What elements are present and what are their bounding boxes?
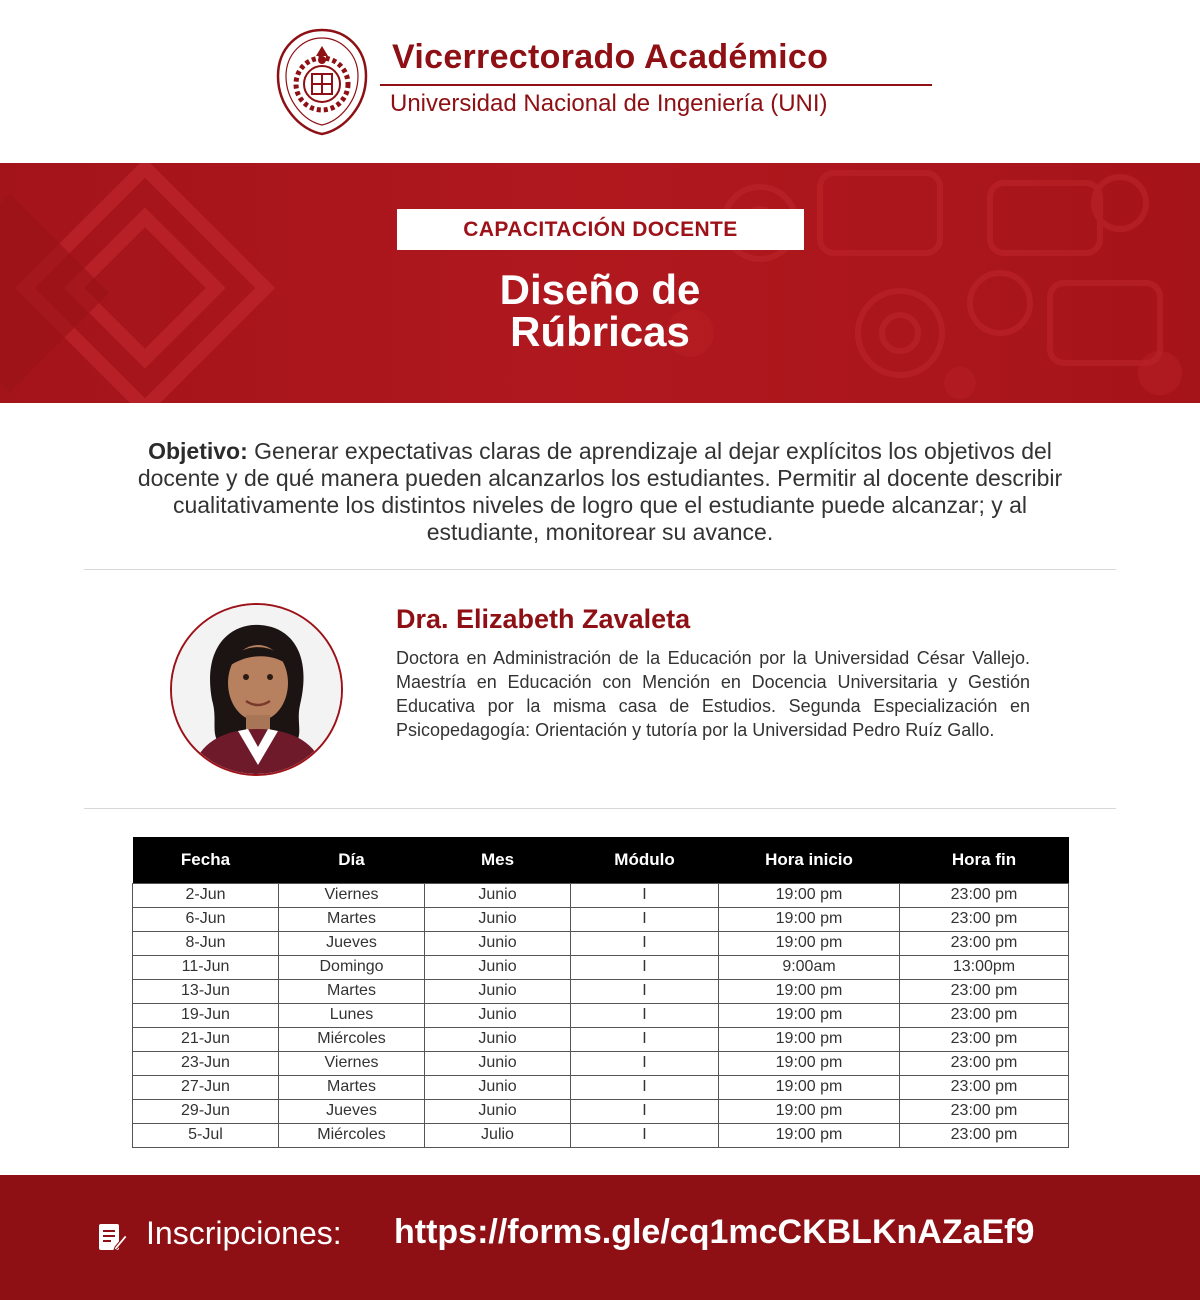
hero-banner [0, 163, 1200, 403]
cell-modulo: I [571, 931, 719, 955]
table-row [133, 1075, 1069, 1099]
header-fecha: Fecha [133, 837, 279, 883]
cell-mes: Julio [425, 1123, 571, 1147]
objective-text: Generar expectativas claras de aprendizaje al dejar explícitos los objetivos del docente y de qué manera pueden alcanzarlos los estudiantes. Permitir al docente describir cualitativamente los distintos niveles de logro que el estudiante puede alcanzar; y al estudiante, monitorear su avance. [137, 438, 1063, 545]
cell-hora-fin: 23:00 pm [900, 1027, 1069, 1051]
cell-modulo: I [571, 1027, 719, 1051]
cell-modulo: I [571, 883, 719, 907]
cell-fecha: 6-Jun [133, 907, 279, 931]
objective-paragraph [120, 438, 1080, 546]
cell-hora-inicio: 19:00 pm [719, 907, 900, 931]
cell-modulo: I [571, 955, 719, 979]
cell-hora-inicio: 19:00 pm [719, 1075, 900, 1099]
header-hora-inicio: Hora inicio [719, 837, 900, 883]
category-badge: CAPACITACIÓN DOCENTE [397, 209, 804, 250]
table-row [133, 979, 1069, 1003]
cell-hora-inicio: 19:00 pm [719, 1003, 900, 1027]
cell-mes: Junio [425, 1075, 571, 1099]
cell-fecha: 19-Jun [133, 1003, 279, 1027]
course-title [0, 266, 1200, 355]
cell-hora-inicio: 19:00 pm [719, 931, 900, 955]
table-header-row [133, 837, 1069, 883]
cell-hora-fin: 23:00 pm [900, 931, 1069, 955]
cell-fecha: 29-Jun [133, 1099, 279, 1123]
cell-dia: Jueves [279, 931, 425, 955]
page-title: Vicerrectorado Académico [392, 38, 829, 76]
cell-hora-fin: 23:00 pm [900, 883, 1069, 907]
cell-modulo: I [571, 979, 719, 1003]
cell-dia: Jueves [279, 1099, 425, 1123]
cell-fecha: 2-Jun [133, 883, 279, 907]
cell-modulo: I [571, 1123, 719, 1147]
table-row [133, 955, 1069, 979]
cell-modulo: I [571, 1051, 719, 1075]
table-row [133, 883, 1069, 907]
speaker-portrait-icon [172, 605, 341, 774]
cell-fecha: 8-Jun [133, 931, 279, 955]
section-divider [84, 808, 1116, 809]
cell-dia: Lunes [279, 1003, 425, 1027]
cell-mes: Junio [425, 1027, 571, 1051]
cell-hora-inicio: 19:00 pm [719, 1027, 900, 1051]
cell-fecha: 21-Jun [133, 1027, 279, 1051]
table-row [133, 1123, 1069, 1147]
header [0, 0, 1200, 163]
cell-dia: Viernes [279, 1051, 425, 1075]
cell-fecha: 11-Jun [133, 955, 279, 979]
cell-hora-fin: 23:00 pm [900, 1123, 1069, 1147]
cell-modulo: I [571, 1075, 719, 1099]
cell-hora-inicio: 9:00am [719, 955, 900, 979]
header-modulo: Módulo [571, 837, 719, 883]
header-hora-fin: Hora fin [900, 837, 1069, 883]
cell-hora-fin: 23:00 pm [900, 907, 1069, 931]
cell-mes: Junio [425, 1099, 571, 1123]
cell-hora-inicio: 19:00 pm [719, 1099, 900, 1123]
cell-dia: Domingo [279, 955, 425, 979]
cell-mes: Junio [425, 1003, 571, 1027]
section-divider [84, 569, 1116, 570]
cell-fecha: 23-Jun [133, 1051, 279, 1075]
cell-mes: Junio [425, 931, 571, 955]
speaker-bio: Doctora en Administración de la Educación por la Universidad César Vallejo. Maestría en Educación con Mención en Docencia Universitaria y Gestión Educativa por la misma casa de Estudios. Segunda Especialización en Psicopedagogía: Orientación y tutoría por la Universidad Pedro Ruíz Gallo. [396, 648, 1030, 740]
registration-label: Inscripciones: [146, 1215, 342, 1251]
cell-fecha: 13-Jun [133, 979, 279, 1003]
cell-dia: Miércoles [279, 1123, 425, 1147]
cell-hora-fin: 13:00pm [900, 955, 1069, 979]
cell-dia: Miércoles [279, 1027, 425, 1051]
cell-mes: Junio [425, 883, 571, 907]
cell-dia: Viernes [279, 883, 425, 907]
cell-mes: Junio [425, 1051, 571, 1075]
cell-hora-fin: 23:00 pm [900, 1075, 1069, 1099]
cell-dia: Martes [279, 907, 425, 931]
schedule-table [132, 837, 1069, 1148]
cell-modulo: I [571, 1003, 719, 1027]
cell-modulo: I [571, 907, 719, 931]
cell-mes: Junio [425, 907, 571, 931]
cell-hora-inicio: 19:00 pm [719, 883, 900, 907]
registration-link[interactable]: https://forms.gle/cq1mcCKBLKnAZaEf9 [394, 1213, 1035, 1251]
speaker-photo [170, 603, 343, 776]
table-row [133, 1099, 1069, 1123]
cell-fecha: 27-Jun [133, 1075, 279, 1099]
university-seal-icon [274, 26, 370, 138]
cell-hora-inicio: 19:00 pm [719, 979, 900, 1003]
cell-hora-fin: 23:00 pm [900, 1051, 1069, 1075]
cell-hora-inicio: 19:00 pm [719, 1123, 900, 1147]
cell-dia: Martes [279, 979, 425, 1003]
header-mes: Mes [425, 837, 571, 883]
cell-mes: Junio [425, 979, 571, 1003]
cell-modulo: I [571, 1099, 719, 1123]
speaker-name: Dra. Elizabeth Zavaleta [396, 604, 691, 634]
cell-hora-inicio: 19:00 pm [719, 1051, 900, 1075]
course-title-line-1: Diseño de [499, 266, 701, 313]
table-row [133, 1003, 1069, 1027]
cell-hora-fin: 23:00 pm [900, 979, 1069, 1003]
footer-banner [0, 1175, 1200, 1300]
cell-dia: Martes [279, 1075, 425, 1099]
cell-hora-fin: 23:00 pm [900, 1003, 1069, 1027]
university-name: Universidad Nacional de Ingeniería (UNI) [390, 90, 828, 117]
course-title-line-2: Rúbricas [510, 308, 690, 355]
form-edit-icon [96, 1221, 128, 1253]
table-row [133, 1027, 1069, 1051]
table-row [133, 1051, 1069, 1075]
objective-label: Objetivo: [148, 438, 248, 464]
header-dia: Día [279, 837, 425, 883]
table-row [133, 907, 1069, 931]
cell-hora-fin: 23:00 pm [900, 1099, 1069, 1123]
header-divider [380, 84, 932, 86]
cell-mes: Junio [425, 955, 571, 979]
table-row [133, 931, 1069, 955]
cell-fecha: 5-Jul [133, 1123, 279, 1147]
